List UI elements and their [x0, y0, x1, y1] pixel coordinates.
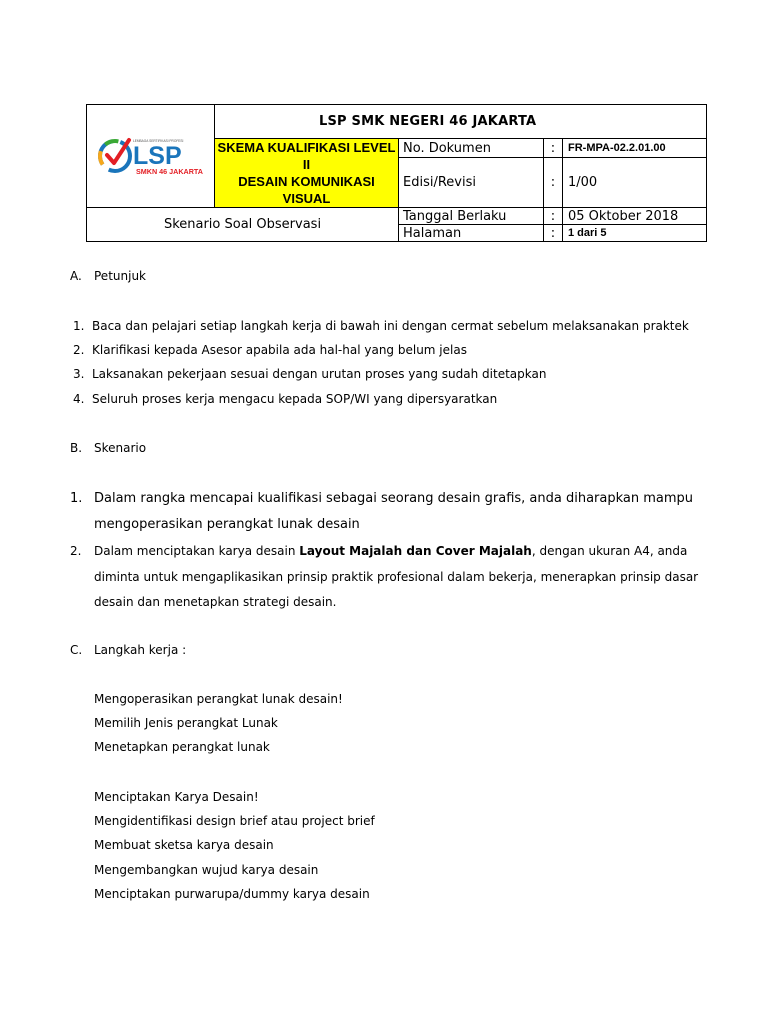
edisi-colon: :: [544, 158, 563, 208]
section-a-letter: A.: [70, 269, 82, 283]
section-c-letter: C.: [70, 643, 83, 657]
no-dokumen-value: FR-MPA-02.2.01.00: [563, 139, 707, 158]
halaman-colon: :: [544, 225, 563, 242]
skenario-item-2-line-1: Dalam menciptakan karya desain Layout Majalah dan Cover Majalah, dengan ukuran A4, anda: [94, 544, 688, 558]
langkah-item: Menciptakan Karya Desain!: [94, 790, 259, 804]
petunjuk-num: 1.: [73, 319, 85, 333]
skema-line-2: DESAIN KOMUNIKASI VISUAL: [238, 174, 375, 206]
header-title: LSP SMK NEGERI 46 JAKARTA: [215, 105, 707, 139]
skenario-item-1-line-1: Dalam rangka mencapai kualifikasi sebagai seorang desain grafis, anda diharapkan mampu: [94, 491, 694, 506]
langkah-item: Memilih Jenis perangkat Lunak: [94, 716, 278, 730]
petunjuk-num: 3.: [73, 367, 85, 381]
tanggal-colon: :: [544, 208, 563, 225]
skenario-item-2-line-2: diminta untuk mengaplikasikan prinsip praktik profesional dalam bekerja, menerapkan prinsip dasar: [94, 570, 699, 584]
no-dokumen-label: No. Dokumen: [399, 139, 544, 158]
petunjuk-item: Seluruh proses kerja mengacu kepada SOP/WI yang dipersyaratkan: [92, 392, 498, 406]
edisi-label: Edisi/Revisi: [399, 158, 544, 208]
petunjuk-num: 2.: [73, 343, 85, 357]
langkah-item: Mengembangkan wujud karya desain: [94, 863, 319, 877]
section-a-title: Petunjuk: [94, 269, 146, 283]
langkah-item: Menetapkan perangkat lunak: [94, 740, 270, 754]
section-b-title: Skenario: [94, 441, 147, 455]
petunjuk-num: 4.: [73, 392, 85, 406]
tanggal-label: Tanggal Berlaku: [399, 208, 544, 225]
skenario-item-2-line-3: desain dan menetapkan strategi desain.: [94, 595, 337, 609]
svg-text:SMKN 46 JAKARTA: SMKN 46 JAKARTA: [135, 167, 203, 176]
langkah-item: Mengidentifikasi design brief atau project brief: [94, 814, 375, 828]
skenario-bold-text: Layout Majalah dan Cover Majalah: [299, 544, 532, 558]
skenario-num: 2.: [70, 544, 82, 558]
halaman-label: Halaman: [399, 225, 544, 242]
petunjuk-item: Baca dan pelajari setiap langkah kerja di bawah ini dengan cermat sebelum melaksanakan praktek: [92, 319, 689, 333]
skenario-num: 1.: [70, 491, 83, 506]
document-title: Skenario Soal Observasi: [87, 208, 399, 242]
edisi-value: 1/00: [563, 158, 707, 208]
section-c-title: Langkah kerja :: [94, 643, 187, 657]
langkah-item: Membuat sketsa karya desain: [94, 838, 274, 852]
petunjuk-item: Klarifikasi kepada Asesor apabila ada hal-hal yang belum jelas: [92, 343, 467, 357]
langkah-item: Menciptakan purwarupa/dummy karya desain: [94, 887, 370, 901]
skenario-item-1-line-2: mengoperasikan perangkat lunak desain: [94, 517, 360, 532]
skema-line-1: SKEMA KUALIFIKASI LEVEL II: [217, 140, 396, 172]
no-dokumen-colon: :: [544, 139, 563, 158]
tanggal-value: 05 Oktober 2018: [563, 208, 707, 225]
halaman-value: 1 dari 5: [563, 225, 707, 242]
svg-text:LEMBAGA SERTIFIKASI PROFESI: LEMBAGA SERTIFIKASI PROFESI: [132, 139, 183, 143]
petunjuk-item: Laksanakan pekerjaan sesuai dengan urutan proses yang sudah ditetapkan: [92, 367, 547, 381]
svg-text:LSP: LSP: [132, 142, 182, 170]
section-b-letter: B.: [70, 441, 83, 455]
langkah-item: Mengoperasikan perangkat lunak desain!: [94, 692, 343, 706]
